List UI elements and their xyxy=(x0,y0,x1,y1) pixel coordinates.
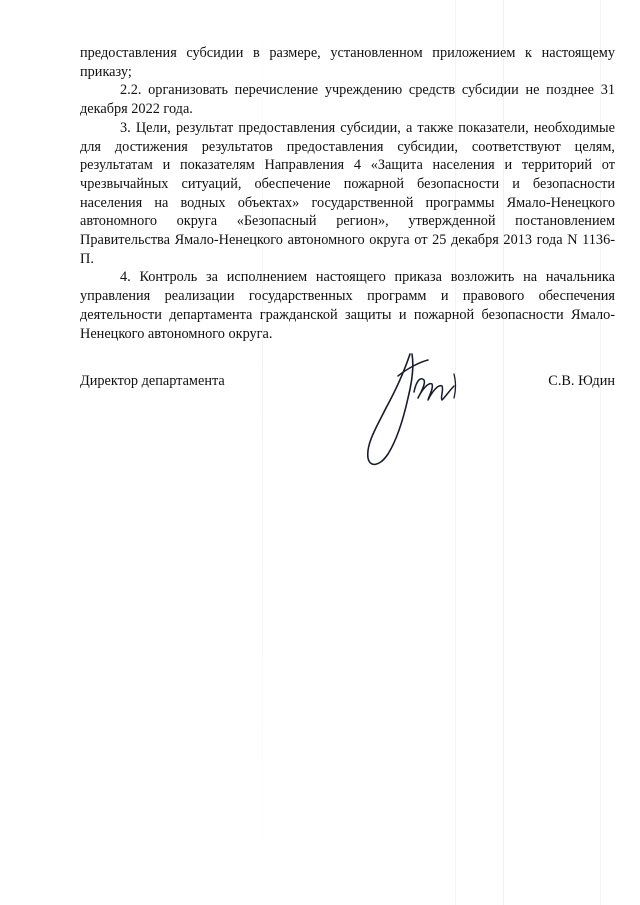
paragraph-3: 3. Цели, результат предоставления субсидии, а также показатели, необходимые для достижения результатов предоставления субсидии, соответствуют целям, результатам и показателям Направления 4 «Защита населения и территорий от чрезвычайных ситуаций, обеспечение пожарной безопасности и безопасности населения на водных объектах» государственной программы Ямало-Ненецкого автономного округа «Безопасный регион», утвержденной постановлением Правительства Ямало-Ненецкого автономного округа от 25 декабря 2013 года N 1136-П. xyxy=(80,119,615,267)
signer-name: С.В. Юдин xyxy=(548,373,615,389)
paragraph-continuation: предоставления субсидии в размере, установленном приложением к настоящему приказу; xyxy=(80,45,615,80)
handwritten-signature xyxy=(358,346,468,470)
paragraph-4: 4. Контроль за исполнением настоящего приказа возложить на начальника управления реализации государственных программ и правового обеспечения деятельности департамента гражданской защиты и пожарной безопасности Ямало-Ненецкого автономного округа. xyxy=(80,269,615,342)
paragraph-2-2: 2.2. организовать перечисление учреждению средств субсидии не позднее 31 декабря 2022 года. xyxy=(80,82,615,118)
document-body xyxy=(80,44,615,343)
position-title: Директор департамента xyxy=(80,373,225,389)
